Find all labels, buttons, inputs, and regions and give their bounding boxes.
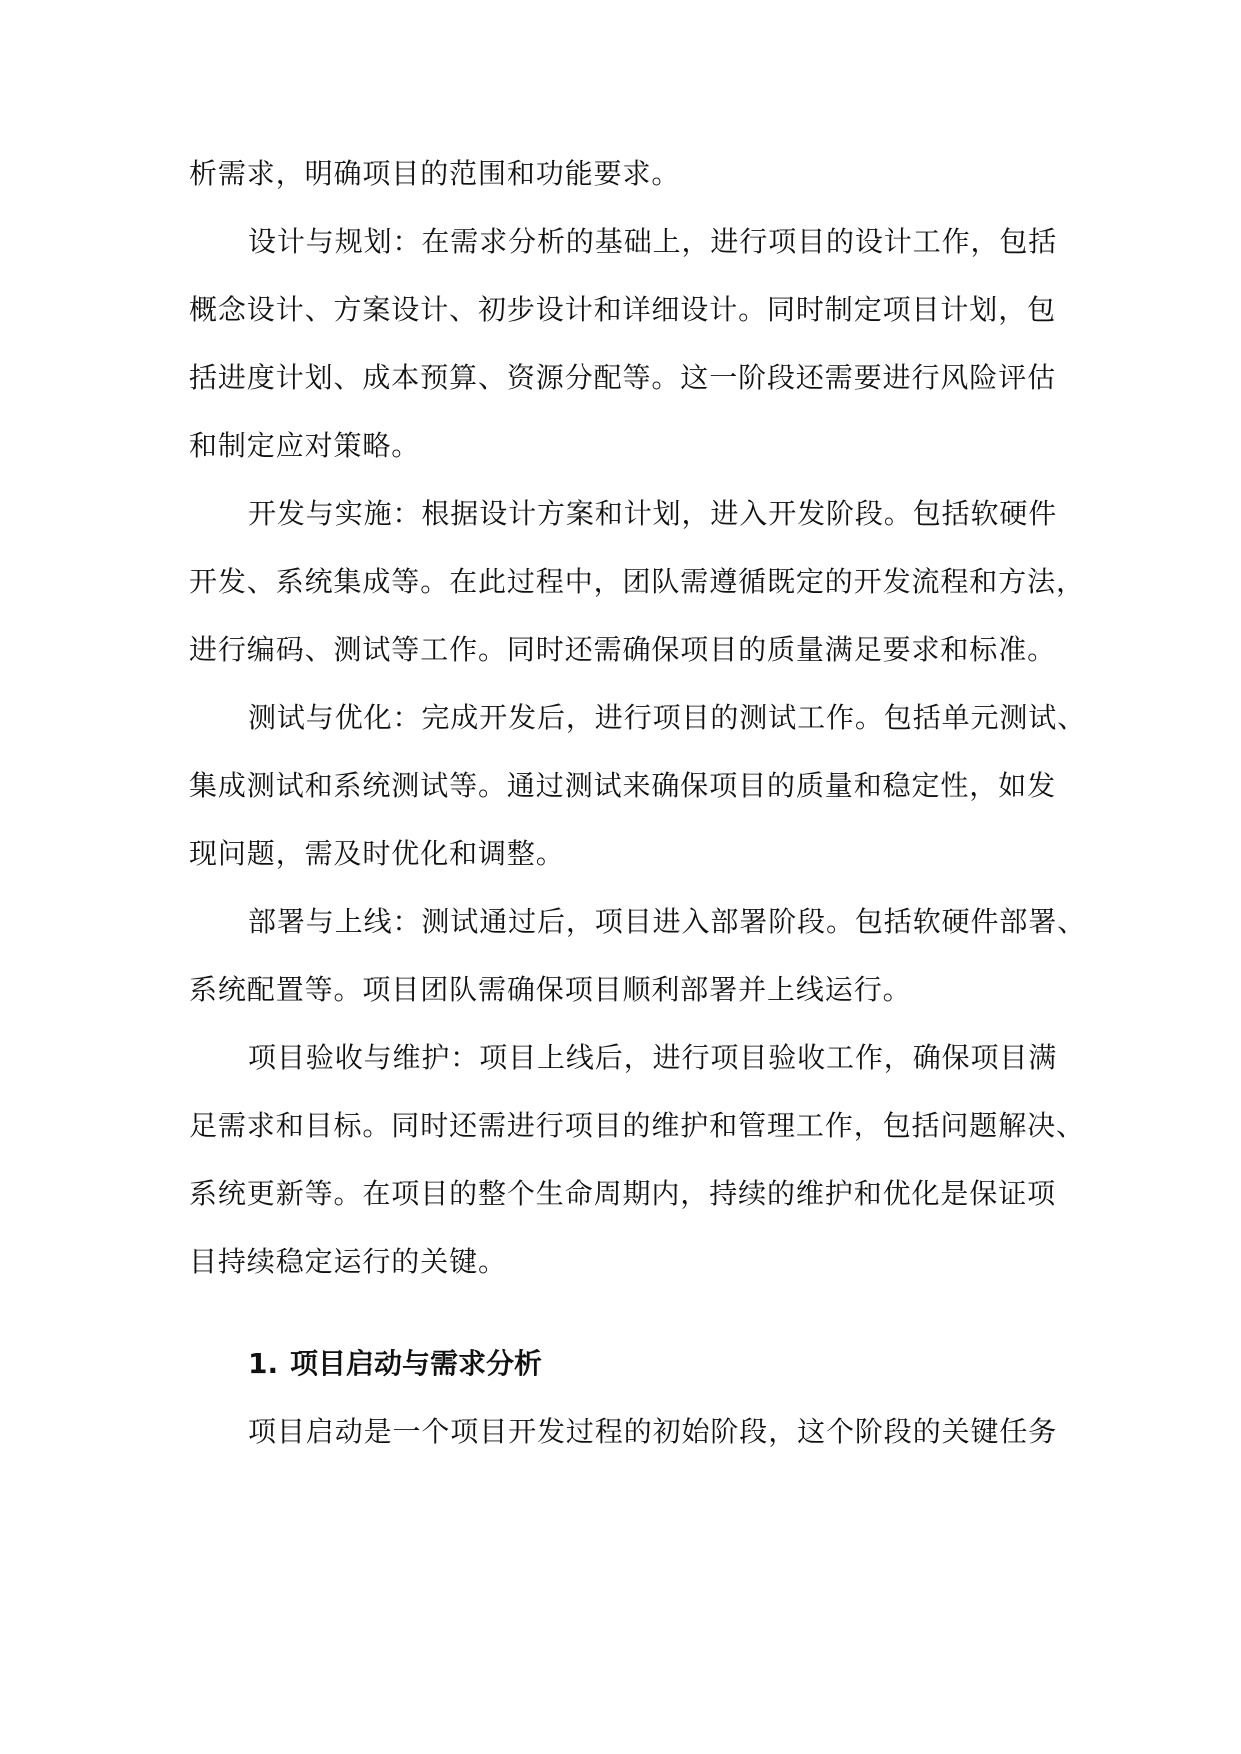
paragraph-development-implementation xyxy=(189,480,1085,684)
text-line: 开发、系统集成等。在此过程中，团队需遵循既定的开发流程和方法， xyxy=(189,565,1085,598)
text-line: 项目验收与维护：项目上线后，进行项目验收工作，确保项目满 xyxy=(248,1041,1058,1074)
text-line: 系统更新等。在项目的整个生命周期内，持续的维护和优化是保证项 xyxy=(189,1177,1057,1210)
text-line: 设计与规划：在需求分析的基础上，进行项目的设计工作，包括 xyxy=(248,225,1058,258)
text-line: 开发与实施：根据设计方案和计划，进入开发阶段。包括软硬件 xyxy=(248,497,1058,530)
text-line: 系统配置等。项目团队需确保项目顺利部署并上线运行。 xyxy=(189,973,912,1006)
text-line: 析需求，明确项目的范围和功能要求。 xyxy=(189,157,681,190)
section-heading xyxy=(189,1330,1053,1398)
text-line: 部署与上线：测试通过后，项目进入部署阶段。包括软硬件部署、 xyxy=(248,905,1087,938)
paragraph-deployment-launch xyxy=(189,888,1087,1024)
paragraph-acceptance-maintenance xyxy=(189,1024,1085,1296)
text-line: 测试与优化：完成开发后，进行项目的测试工作。包括单元测试、 xyxy=(248,701,1087,734)
text-line: 进行编码、测试等工作。同时还需确保项目的质量满足要求和标准。 xyxy=(189,633,1057,666)
text-line: 足需求和目标。同时还需进行项目的维护和管理工作，包括问题解决、 xyxy=(189,1109,1085,1142)
paragraph-testing-optimization xyxy=(189,684,1087,888)
text-line: 目持续稳定运行的关键。 xyxy=(189,1245,507,1278)
text-line: 现问题，需及时优化和调整。 xyxy=(189,837,565,870)
section-title: 项目启动与需求分析 xyxy=(290,1347,543,1380)
section-number: 1. xyxy=(248,1347,279,1380)
text-line: 集成测试和系统测试等。通过测试来确保项目的质量和稳定性，如发 xyxy=(189,769,1057,802)
text-line: 概念设计、方案设计、初步设计和详细设计。同时制定项目计划，包 xyxy=(189,293,1057,326)
document-body xyxy=(189,140,1087,1466)
text-line: 项目启动是一个项目开发过程的初始阶段，这个阶段的关键任务 xyxy=(248,1415,1058,1448)
paragraph-project-initiation xyxy=(189,1398,1058,1466)
text-line: 括进度计划、成本预算、资源分配等。这一阶段还需要进行风险评估 xyxy=(189,361,1057,394)
paragraph-requirements-continued xyxy=(189,140,1053,208)
text-line: 和制定应对策略。 xyxy=(189,429,421,462)
paragraph-design-planning xyxy=(189,208,1058,480)
